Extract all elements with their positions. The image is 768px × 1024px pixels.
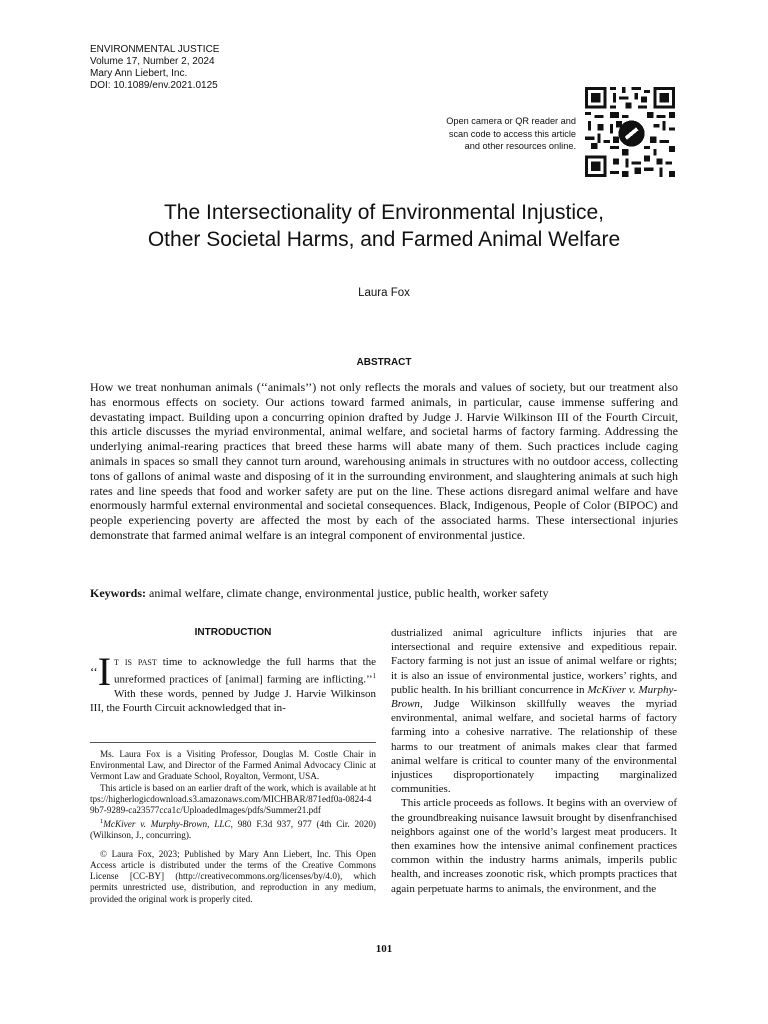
right-column xyxy=(391,626,677,896)
right-paragraph-2: This article proceeds as follows. It begins with an overview of the groundbreaking nuisance lawsuit brought by disenfranchised neighbors against one of the world’s largest meat producers. It then examines how the intensive animal confinement practices common within the industry harms animals, imperils public health, and increases zoonotic risk, which prompts practices that again perpetuate harms to animals, the environment, and the xyxy=(391,797,677,895)
qr-code-icon[interactable] xyxy=(585,87,675,177)
article-title xyxy=(0,199,768,253)
title-line-2: Other Societal Harms, and Farmed Animal Welfare xyxy=(147,228,621,251)
journal-doi: DOI: 10.1089/env.2021.0125 xyxy=(90,80,218,91)
abstract-heading: ABSTRACT xyxy=(356,357,412,368)
footnote-1-citation: , 980 F.3d 937, 977 (4th Cir. 2020) (Wilkinson, J., concurring). xyxy=(90,819,376,841)
footnote-ref-1[interactable]: 1 xyxy=(372,672,376,681)
keywords-label: Keywords: xyxy=(90,586,146,600)
right-p1-text-b: , Judge Wilkinson skillfully weaves the myriad environmental, animal welfare, and societal harms of factory farming into a cohesive narrative. The relationship of these harms to our treatment of animals makes clear that farmed animal welfare is critical to counter many of the environmental injustices disproportionately impacting marginalized communities. xyxy=(391,698,677,796)
dropcap xyxy=(90,649,112,695)
open-quote: ‘‘ xyxy=(90,664,98,680)
author-bio: Ms. Laura Fox is a Visiting Professor, Douglas M. Costle Chair in Environmental Law, and Director of the Farmed Animal Advocacy Clinic at Vermont Law and Graduate School, Royalton, Vermont, USA. xyxy=(90,749,376,782)
left-column xyxy=(90,626,376,716)
page-number: 101 xyxy=(375,943,393,955)
intro-text: time to acknowledge the full harms that the unreformed practices of [animal] farming are inflicting.’’ xyxy=(114,656,377,687)
qr-note-line-1: Open camera or QR reader and xyxy=(446,116,576,126)
journal-name: ENVIRONMENTAL JUSTICE xyxy=(90,44,220,55)
qr-note xyxy=(406,115,576,153)
abstract-text: How we treat nonhuman animals (‘‘animals’’) not only reflects the morals and values of society, but our treatment also has enormous effects on society. Our actions toward farmed animals, in particular, cause immense suffering and devastating impact. Building upon a concurring opinion drafted by Judge J. Harvie Wilkinson III of the Fourth Circuit, this article discusses the myriad environmental, animal welfare, and societal harms of factory farming. Addressing the underlying animal-rearing practices that breed these harms will abate many of them. Such practices include caging animals in spaces so small they cannot turn around, warehousing animals in structures with no outdoor access, collecting tons of gallons of animal waste and disposing of it in the surrounding environment, and slaughtering animals at such high rates and line speeds that food and worker safety are put on the line. These actions disregard animal welfare and have enormously harmful external environmental and societal consequences. Black, Indigenous, People of Color (BIPOC) and people experiencing poverty are affected the most by each of the associated harms. These intersectional injuries demonstrate that farmed animal welfare is an integral component of environmental justice. xyxy=(90,380,678,542)
journal-publisher: Mary Ann Liebert, Inc. xyxy=(90,68,188,79)
footnote-1-case: McKiver v. Murphy-Brown, LLC xyxy=(103,819,231,830)
title-line-1: The Intersectionality of Environmental Injustice, xyxy=(163,201,605,224)
intro-text-2: With these words, penned by Judge J. Harvie Wilkinson III, the Fourth Circuit acknowledged that in- xyxy=(90,688,376,715)
draft-note: This article is based on an earlier draft of the work, which is available at https://higherlogicdownload.s3.amazonaws.com/MICHBAR/871edf0a-0824-49b7-9289-ca23577cca1c/UploadedImages/pdfs/Summer21.pdf xyxy=(90,782,376,816)
keywords-list: animal welfare, climate change, environmental justice, public health, worker safety xyxy=(146,586,549,600)
copyright-notice: © Laura Fox, 2023; Published by Mary Ann Liebert, Inc. This Open Access article is distributed under the terms of the Creative Commons License [CC-BY] (http://creativecommons.org/licenses/by/4.0), which permits unrestricted use, distribution, and reproduction in any medium, provided the original work is properly cited. xyxy=(90,848,376,904)
right-p1-case: McKiver v. Murphy-Brown xyxy=(391,683,677,711)
right-p1-text-a: dustrialized animal agriculture inflicts injuries that are intersectional and require extensive and expeditious repair. Factory farming is not just an issue of animal welfare or rights; it is also an issue of environmental justice, workers’ rights, and public health. In his brilliant concurrence in xyxy=(391,627,677,696)
footnote-1-number: 1 xyxy=(100,818,104,826)
introduction-paragraph xyxy=(90,649,377,715)
keywords xyxy=(90,586,678,601)
author-name: Laura Fox xyxy=(358,287,410,299)
lead-in-smallcaps: t is past xyxy=(114,656,157,669)
qr-note-line-3: and other resources online. xyxy=(464,141,576,151)
footnote-1 xyxy=(90,816,376,841)
footnotes xyxy=(90,742,376,905)
introduction-heading: INTRODUCTION xyxy=(194,627,272,638)
qr-note-line-2: scan code to access this article xyxy=(448,128,576,139)
journal-volume: Volume 17, Number 2, 2024 xyxy=(90,56,215,67)
right-paragraph-1 xyxy=(391,626,677,796)
dropcap-letter: I xyxy=(97,649,112,695)
journal-info xyxy=(90,44,219,92)
